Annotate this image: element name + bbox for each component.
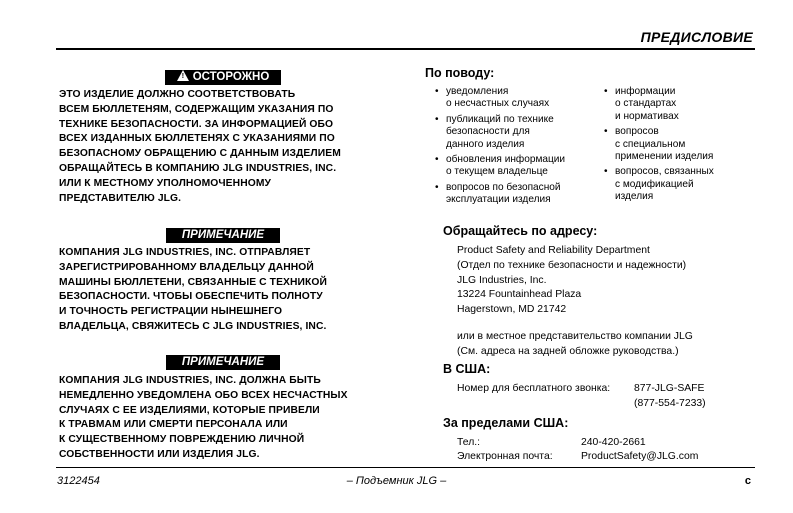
warning-text: ЭТО ИЗДЕЛИЕ ДОЛЖНО СООТВЕТСТВОВАТЬ ВСЕМ БЮЛЛЕТЕНЯМ, СОДЕРЖАЩИМ УКАЗАНИЯ ПО ТЕХНИКЕ БЕЗОПАСНОСТИ. ЗА ИНФОРМАЦИЕЙ ОБО ВСЕХ ИЗДАННЫХ БЮЛЛЕТЕНЯХ С УКАЗАНИЯМИ ПО БЕЗОПАСНОМУ ОБРАЩЕНИЮ С ДАННЫМ ИЗДЕЛИЕМ ОБРАЩАЙТЕСЬ В КОМПАНИЮ JLG INDUSTRIES, INC. ИЛИ К МЕСТНОМУ УПОЛНОМОЧЕННОМУ ПРЕДСТАВИТЕЛЮ JLG. <box>59 89 341 204</box>
toll-free-label: Номер для бесплатного звонка: <box>457 383 611 394</box>
list-item: • информации о стандартах и нормативах <box>603 86 753 123</box>
header-rule <box>56 48 755 50</box>
warning-label: ОСТОРОЖНО <box>192 71 270 83</box>
regarding-list-left <box>434 86 599 210</box>
warning-triangle-icon: ! <box>177 70 189 81</box>
list-item: • обновления информации о текущем владельце <box>434 154 599 179</box>
contact-alt: или в местное представительство компании JLG (См. адреса на задней обложке руководства.) <box>457 331 693 357</box>
footer-rule <box>56 467 755 468</box>
usa-title: В США: <box>443 362 491 376</box>
toll-free-phone: 877-JLG-SAFE <box>634 383 705 394</box>
footer-center: – Подъемник JLG – <box>346 475 447 487</box>
list-item: • вопросов по безопасной эксплуатации изделия <box>434 182 599 207</box>
toll-free-phone-digits: (877-554-7233) <box>634 398 706 409</box>
list-item: • уведомления о несчастных случаях <box>434 86 599 111</box>
list-item: • вопросов, связанных с модификацией изделия <box>603 166 753 203</box>
note1-label: ПРИМЕЧАНИЕ <box>166 228 280 243</box>
list-item: • вопросов с специальном применении изделия <box>603 126 753 163</box>
doc-number: 3122454 <box>57 475 100 487</box>
email-value: ProductSafety@JLG.com <box>581 451 699 462</box>
email-label: Электронная почта: <box>457 451 553 462</box>
note2-text: КОМПАНИЯ JLG INDUSTRIES, INC. ДОЛЖНА БЫТЬ НЕМЕДЛЕННО УВЕДОМЛЕНА ОБО ВСЕХ НЕСЧАСТНЫХ СЛУЧАЯХ С ЕЕ ИЗДЕЛИЯМИ, КОТОРЫЕ ПРИВЕЛИ К ТРАВМАМ ИЛИ СМЕРТИ ПЕРСОНАЛА ИЛИ К СУЩЕСТВЕННОМУ ПОВРЕЖДЕНИЮ ЛИЧНОЙ СОБСТВЕННОСТИ ИЛИ ИЗДЕЛИЯ JLG. <box>59 375 348 460</box>
note1-text: КОМПАНИЯ JLG INDUSTRIES, INC. ОТПРАВЛЯЕТ ЗАРЕГИСТРИРОВАННОМУ ВЛАДЕЛЬЦУ ДАННОЙ МАШИНЫ БЮЛЛЕТЕНИ, СВЯЗАННЫЕ С ТЕХНИКОЙ БЕЗОПАСНОСТИ. ЧТОБЫ ОБЕСПЕЧИТЬ ПОЛНОТУ И ТОЧНОСТЬ РЕГИСТРАЦИИ НЫНЕШНЕГО ВЛАДЕЛЬЦА, СВЯЖИТЕСЬ С JLG INDUSTRIES, INC. <box>59 247 328 332</box>
warning-label-bar <box>165 70 281 85</box>
page-title: ПРЕДИСЛОВИЕ <box>640 29 753 45</box>
outside-title: За пределами США: <box>443 416 569 430</box>
regarding-list-right <box>603 86 753 207</box>
contact-title: Обращайтесь по адресу: <box>443 224 598 238</box>
note2-label: ПРИМЕЧАНИЕ <box>166 355 280 370</box>
regarding-title: По поводу: <box>425 66 495 80</box>
page-number: c <box>744 475 751 487</box>
tel-label: Тел.: <box>457 437 481 448</box>
list-item: • публикаций по технике безопасности для данного изделия <box>434 114 599 151</box>
tel-value: 240-420-2661 <box>581 437 646 448</box>
contact-address: Product Safety and Reliability Department (Отдел по технике безопасности и надежности) JLG Industries, Inc. 13224 Fountainhead Plaza Hagerstown, MD 21742 <box>457 245 687 316</box>
